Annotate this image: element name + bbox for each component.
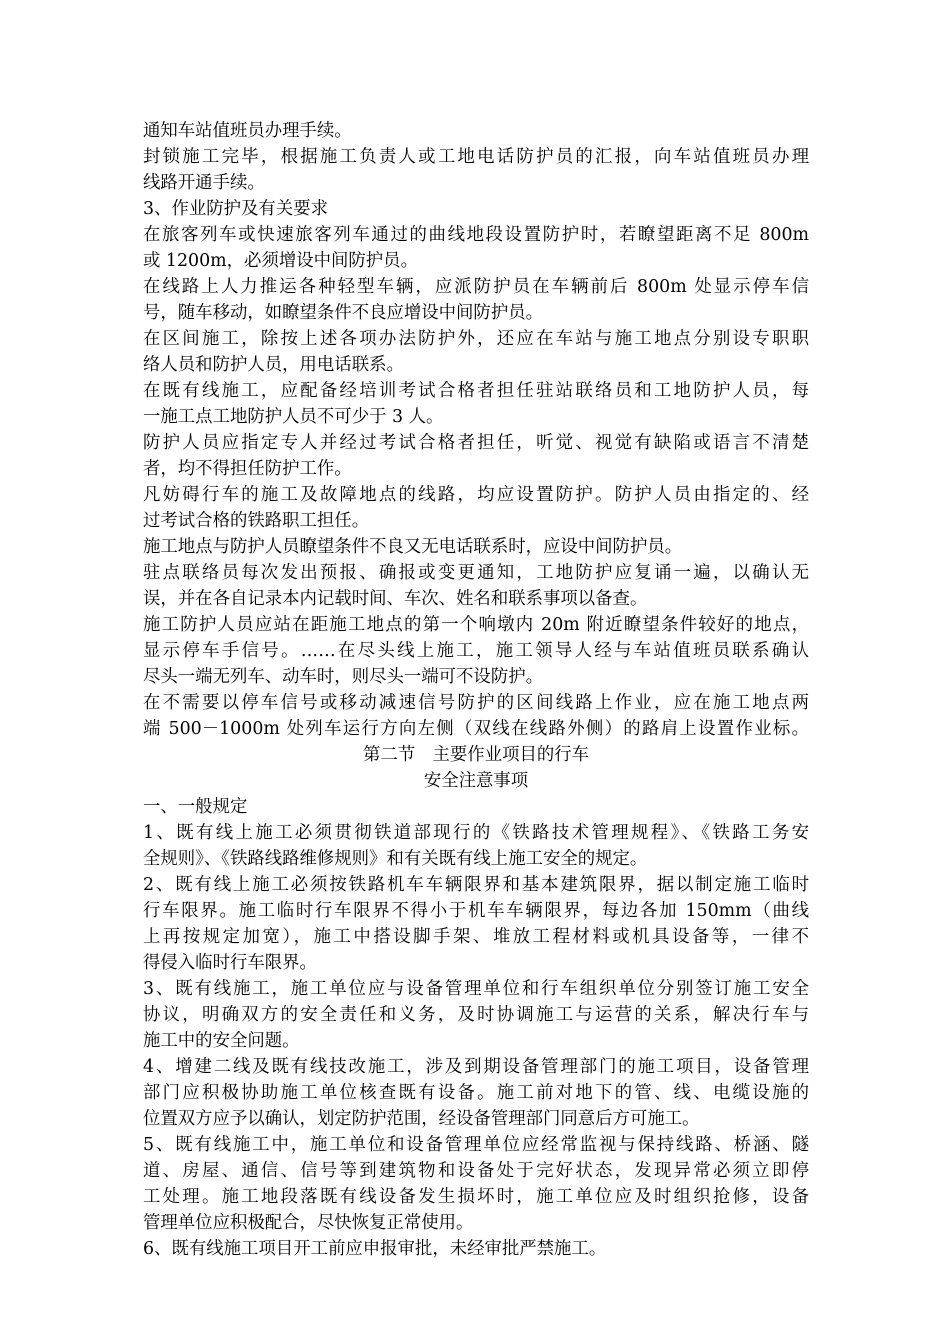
- text-line: 或 1200m，必须增设中间防护员。: [143, 251, 418, 271]
- text-line: 施工中的安全问题。: [143, 1031, 300, 1051]
- text-line: 显示停车手信号。……在尽头线上施工，施工领导人经与车站值班员联系确认: [143, 641, 809, 661]
- chapter-title: 第二节 主要作业项目的行车: [362, 745, 590, 765]
- text-line: 1、既有线上施工必须贯彻铁道部现行的《铁路技术管理规程》、《铁路工务安: [143, 823, 809, 843]
- text-line: 施工防护人员应站在距施工地点的第一个响墩内 20m 附近瞭望条件较好的地点，: [143, 615, 809, 635]
- text-line: 络人员和防护人员，用电话联系。: [143, 355, 404, 375]
- text-line: 一施工点工地防护人员不可少于 3 人。: [143, 407, 444, 427]
- document-page: [143, 118, 809, 1262]
- text-line: 封锁施工完毕，根据施工负责人或工地电话防护员的汇报，向车站值班员办理: [143, 147, 809, 167]
- text-line: 驻点联络员每次发出预报、确报或变更通知，工地防护应复诵一遍，以确认无: [143, 563, 809, 583]
- chapter-subtitle: 安全注意事项: [423, 771, 529, 791]
- text-line: 凡妨碍行车的施工及故障地点的线路，均应设置防护。防护人员由指定的、经: [143, 485, 809, 505]
- text-line: 4、增建二线及既有线技改施工，涉及到期设备管理部门的施工项目，设备管理: [143, 1057, 809, 1077]
- text-line: 端 500－1000m 处列车运行方向左侧（双线在线路外侧）的路肩上设置作业标。: [143, 719, 809, 739]
- text-line: 得侵入临时行车限界。: [143, 953, 317, 973]
- text-line: 位置双方应予以确认，划定防护范围，经设备管理部门同意后方可施工。: [143, 1109, 700, 1129]
- text-line: 部门应积极协助施工单位核查既有设备。施工前对地下的管、线、电缆设施的: [143, 1083, 809, 1103]
- text-line: 在不需要以停车信号或移动减速信号防护的区间线路上作业，应在施工地点两: [143, 693, 809, 713]
- text-line: 在旅客列车或快速旅客列车通过的曲线地段设置防护时，若瞭望距离不足 800m: [143, 225, 809, 245]
- text-line: 5、既有线施工中，施工单位和设备管理单位应经常监视与保持线路、桥涵、隧: [143, 1135, 809, 1155]
- text-line: 工处理。施工地段落既有线设备发生损坏时，施工单位应及时组织抢修，设备: [143, 1187, 809, 1207]
- text-line: 过考试合格的铁路职工担任。: [143, 511, 370, 531]
- text-line: 线路开通手续。: [143, 173, 265, 193]
- text-line: 协议，明确双方的安全责任和义务，及时协调施工与运营的关系，解决行车与: [143, 1005, 809, 1025]
- text-line: 尽头一端无列车、动车时，则尽头一端可不设防护。: [143, 667, 543, 687]
- text-line: 通知车站值班员办理手续。: [143, 121, 352, 141]
- text-line: 2、既有线上施工必须按铁路机车车辆限界和基本建筑限界，据以制定施工临时: [143, 875, 809, 895]
- text-line: 号，随车移动，如瞭望条件不良应增设中间防护员。: [143, 303, 543, 323]
- text-line: 全规则》、《铁路线路维修规则》和有关既有线上施工安全的规定。: [143, 849, 648, 869]
- text-line: 误，并在各自记录本内记载时间、车次、姓名和联系事项以备查。: [143, 589, 648, 609]
- text-line: 在区间施工，除按上述各项办法防护外，还应在车站与施工地点分别设专职职: [143, 329, 809, 349]
- text-line: 防护人员应指定专人并经过考试合格者担任，听觉、视觉有缺陷或语言不清楚: [143, 433, 809, 453]
- text-line: 3、既有线施工，施工单位应与设备管理单位和行车组织单位分别签订施工安全: [143, 979, 809, 999]
- section-heading: 3、作业防护及有关要求: [143, 199, 328, 219]
- text-line: 在线路上人力推运各种轻型车辆，应派防护员在车辆前后 800m 处显示停车信: [143, 277, 809, 297]
- text-line: 施工地点与防护人员瞭望条件不良又无电话联系时，应设中间防护员。: [143, 537, 683, 557]
- text-line: 行车限界。施工临时行车限界不得小于机车车辆限界，每边各加 150mm（曲线: [143, 901, 809, 921]
- text-line: 者，均不得担任防护工作。: [143, 459, 352, 479]
- text-line: 道、房屋、通信、信号等到建筑物和设备处于完好状态，发现异常必须立即停: [143, 1161, 809, 1181]
- section-heading: 一、一般规定: [143, 797, 248, 817]
- text-line: 在既有线施工，应配备经培训考试合格者担任驻站联络员和工地防护人员，每: [143, 381, 809, 401]
- text-line: 上再按规定加宽），施工中搭设脚手架、堆放工程材料或机具设备等，一律不: [143, 927, 809, 947]
- text-line: 管理单位应积极配合，尽快恢复正常使用。: [143, 1213, 474, 1233]
- text-line: 6、既有线施工项目开工前应申报审批，未经审批严禁施工。: [143, 1239, 607, 1259]
